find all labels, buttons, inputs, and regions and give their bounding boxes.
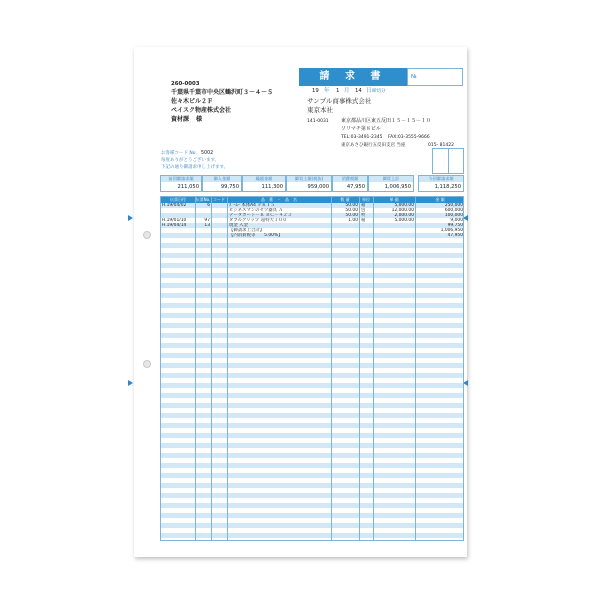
issuer-branch: 東京本社 xyxy=(307,106,333,114)
cell-name: ｽﾞｰﾑｰ 本体A4 ＰＫ１５ xyxy=(229,203,275,208)
detail-header-item: 品 番 ・ 品 名 xyxy=(261,197,297,202)
summary-header: 御買上計 xyxy=(369,176,413,182)
cell-price xyxy=(373,233,414,238)
binder-hole-top xyxy=(143,231,151,239)
cell-unit: 箱 xyxy=(361,203,366,208)
cell-unit: 枚 xyxy=(361,213,366,218)
cell-date: H.19/04/02 xyxy=(162,203,187,208)
summary-cell-tax xyxy=(332,175,368,192)
table-stripe xyxy=(161,538,463,541)
cell-qty xyxy=(331,233,358,238)
summary-value: 959,000 xyxy=(307,184,329,190)
cell-amount: 600,000 xyxy=(444,208,463,213)
cell-no xyxy=(195,233,210,238)
cell-unit: 包 xyxy=(361,208,366,213)
cell-price: 2,000.00 xyxy=(394,213,414,218)
date-month-unit: 月 xyxy=(344,88,350,94)
issuer-account: 015- 81422 xyxy=(428,143,454,148)
cell-date xyxy=(162,233,195,238)
summary-cell-previous xyxy=(160,175,202,192)
cell-no: 13 xyxy=(204,223,210,228)
column-divider xyxy=(359,197,360,540)
greeting-line-2: 下記の通り御請求申し上げます。 xyxy=(161,165,229,170)
date-month: 1 xyxy=(336,88,340,94)
customer-code-label: お客様コード No. xyxy=(161,151,197,156)
summary-value: 111,300 xyxy=(261,184,283,190)
detail-header-qty: 数 量 xyxy=(340,197,350,202)
fold-mark-left-2 xyxy=(128,380,133,386)
column-divider xyxy=(227,197,228,540)
recipient-department: 資材課 xyxy=(171,116,190,123)
cell-code xyxy=(211,233,226,238)
cell-name: ビジネスマンのセツ器具 Ａ xyxy=(229,208,283,213)
cell-qty: 50.00 xyxy=(345,213,358,218)
cell-qty: 50.00 xyxy=(345,208,358,213)
cell-unit xyxy=(361,233,373,238)
issuer-phone: TEL:03-3491-2345 xyxy=(341,135,383,140)
date-suffix: 締切分 xyxy=(372,89,386,94)
summary-header: 御入金額 xyxy=(203,176,241,182)
summary-cell-grand-total xyxy=(418,175,464,192)
summary-cell-payment xyxy=(202,175,242,192)
cell-name: 【内消費税等 5.00%】 xyxy=(229,233,283,238)
cell-no: 6 xyxy=(207,203,210,208)
greeting-line-1: 毎度ありがとうございます。 xyxy=(161,158,220,163)
invoice-number-box xyxy=(407,68,463,86)
issuer-postal-code: 141-0031 xyxy=(307,119,329,124)
summary-table xyxy=(160,175,464,192)
column-divider xyxy=(415,197,416,540)
customer-code: 5002 xyxy=(201,151,214,156)
cell-amount: 99,750 xyxy=(447,223,463,228)
recipient-postal-code: 260-0003 xyxy=(171,81,200,87)
detail-table xyxy=(160,196,464,541)
issuer-address-1: 東京都品川区東五反田１５－１５－１０ xyxy=(341,118,432,124)
detail-header-unit: 単位 xyxy=(362,197,370,202)
stamp-box xyxy=(432,148,464,174)
column-divider xyxy=(195,197,196,540)
column-divider xyxy=(373,197,374,540)
cell-name: 【御請求上合計】 xyxy=(229,228,265,233)
date-year-unit: 年 xyxy=(324,88,330,94)
summary-header: 繰越金額 xyxy=(243,176,285,182)
table-row xyxy=(161,233,463,238)
cell-qty: 50.00 xyxy=(345,203,358,208)
invoice-title: 請 求 書 xyxy=(299,68,407,86)
detail-header-amount: 金 額 xyxy=(435,197,445,202)
recipient-address: 千葉県千葉市中央区鶴沢町３－４－５ xyxy=(171,89,274,96)
recipient-company: ペイスク物産株式会社 xyxy=(171,107,231,114)
summary-value: 1,118,250 xyxy=(434,184,461,190)
cell-date: H.19/01/10 xyxy=(162,218,187,223)
detail-header-price: 単 価 xyxy=(389,197,399,202)
cell-name: データカート－Ｒ ＢＣ－４２３ xyxy=(229,213,292,218)
summary-value: 1,006,950 xyxy=(384,184,411,190)
recipient-honorific: 様 xyxy=(196,116,203,123)
summary-header: 消費税額 xyxy=(333,176,367,182)
detail-header-slip-no: 伝票No. xyxy=(195,197,211,202)
fold-mark-left-1 xyxy=(128,215,133,221)
issuer-address-2: ソリマチ第８ビル xyxy=(341,126,381,132)
summary-cell-purchase xyxy=(286,175,332,192)
cell-qty: 1.00 xyxy=(348,218,358,223)
cell-amount: 100,000 xyxy=(444,213,463,218)
cell-amount: 47,950 xyxy=(447,233,463,238)
cell-no: 97 xyxy=(204,218,210,223)
cell-price: 12,000.00 xyxy=(391,208,414,213)
cell-amount: 9,000 xyxy=(450,218,463,223)
cell-name: ダブルクリップ 超特大１００ xyxy=(229,218,288,223)
summary-value: 47,950 xyxy=(346,184,365,190)
summary-cell-total xyxy=(368,175,414,192)
detail-header-date: 伝票日付 xyxy=(170,197,186,202)
issuer-fax: FAX:03-3555-9666 xyxy=(388,135,430,140)
issuer-company: サンプル商事株式会社 xyxy=(307,97,372,105)
cell-amount: 250,000 xyxy=(444,203,463,208)
cell-amount: 1,006,950 xyxy=(440,228,463,233)
column-divider xyxy=(331,197,332,540)
summary-value: 99,750 xyxy=(220,184,239,190)
summary-header: 御買上額(税抜) xyxy=(287,176,331,182)
recipient-building: 佐々木ビル２Ｆ xyxy=(171,98,214,105)
summary-header: 前回御請求額 xyxy=(161,176,201,182)
summary-header: 今回御請求額 xyxy=(419,176,463,182)
issuer-bank: 東京あさひ銀行五反田支店 当座 xyxy=(341,143,406,148)
cell-price: 5,000.00 xyxy=(394,203,414,208)
cell-unit: 箱 xyxy=(361,218,366,223)
cell-price: 5,000.00 xyxy=(394,218,414,223)
date-day-unit: 日 xyxy=(366,88,372,94)
column-divider xyxy=(211,197,212,540)
date-year: 19 xyxy=(312,88,319,94)
invoice-number-label: № xyxy=(411,74,417,80)
detail-header-code: コード xyxy=(213,197,225,202)
date-day: 14 xyxy=(355,88,362,94)
binder-hole-bottom xyxy=(143,360,151,368)
cell-name: 現金 入金 xyxy=(229,223,248,228)
summary-value: 211,050 xyxy=(177,184,199,190)
cell-date: H.19/04/14 xyxy=(162,223,187,228)
summary-cell-carryover xyxy=(242,175,286,192)
